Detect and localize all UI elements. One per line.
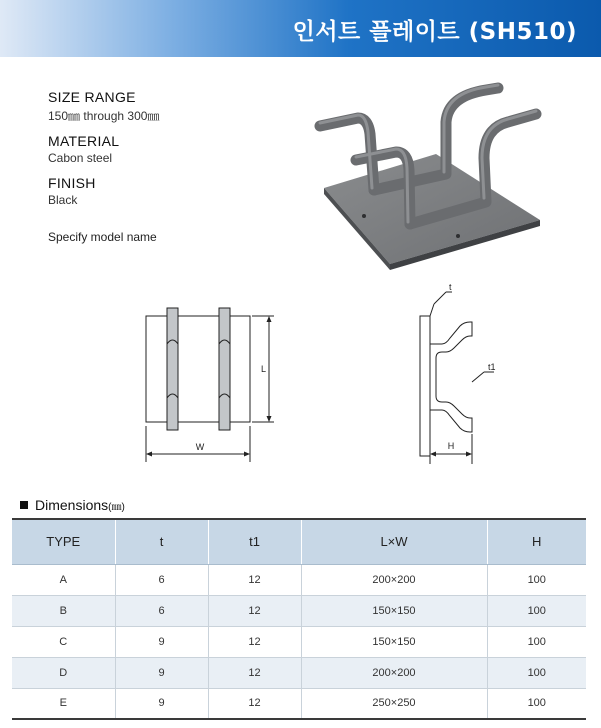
- table-row: [12, 564, 586, 595]
- side-anchor-profile: [430, 322, 472, 432]
- spec-size-range-label: SIZE RANGE: [48, 89, 136, 105]
- dimensions-title: Dimensions: [35, 497, 109, 513]
- spec-size-range-value: 150㎜ through 300㎜: [48, 109, 160, 123]
- table-cell: 12: [208, 595, 301, 626]
- table-header-row: [12, 519, 586, 564]
- table-cell: 100: [487, 595, 586, 626]
- table-cell: 9: [115, 626, 208, 657]
- table-cell: 9: [115, 657, 208, 688]
- title-banner: [0, 0, 601, 57]
- t-dimension-label: t: [449, 282, 452, 292]
- table-cell: 250×250: [301, 688, 487, 719]
- table-cell: C: [12, 626, 115, 657]
- side-plate-outline: [420, 316, 430, 456]
- table-cell: 100: [487, 688, 586, 719]
- side-view-drawing: [402, 282, 512, 472]
- table-row: [12, 595, 586, 626]
- table-row: [12, 657, 586, 688]
- dimensions-heading: [20, 497, 125, 513]
- spec-finish-value: Black: [48, 193, 78, 207]
- column-header: t: [115, 519, 208, 564]
- front-bar-right: [219, 308, 230, 430]
- specify-model-note: Specify model name: [48, 230, 157, 244]
- table-cell: 100: [487, 626, 586, 657]
- table-cell: 12: [208, 688, 301, 719]
- table-cell: D: [12, 657, 115, 688]
- table-cell: 200×200: [301, 657, 487, 688]
- dimensions-table: [12, 518, 586, 720]
- table-cell: 9: [115, 688, 208, 719]
- front-plate-outline: [146, 316, 250, 422]
- table-cell: 200×200: [301, 564, 487, 595]
- spec-size-range: [48, 89, 159, 124]
- table-cell: B: [12, 595, 115, 626]
- table-cell: 100: [487, 564, 586, 595]
- table-cell: E: [12, 688, 115, 719]
- l-dimension-label: L: [260, 364, 266, 374]
- front-bar-left: [167, 308, 178, 430]
- spec-material-value: Cabon steel: [48, 151, 113, 165]
- table-cell: A: [12, 564, 115, 595]
- h-dimension-label: H: [447, 441, 455, 451]
- table-row: [12, 626, 586, 657]
- front-view-drawing: [138, 300, 280, 470]
- column-header: TYPE: [12, 519, 115, 564]
- column-header: t1: [208, 519, 301, 564]
- dimensions-unit: (㎜): [108, 502, 125, 513]
- spec-material: [48, 133, 119, 165]
- table-cell: 150×150: [301, 595, 487, 626]
- column-header: L×W: [301, 519, 487, 564]
- page-title: 인서트 플레이트 (SH510): [292, 19, 577, 45]
- bullet-square-icon: [20, 501, 28, 509]
- w-dimension-label: W: [195, 442, 205, 452]
- table-row: [12, 688, 586, 719]
- product-photo: [308, 78, 548, 270]
- table-cell: 12: [208, 657, 301, 688]
- spec-material-label: MATERIAL: [48, 133, 120, 149]
- table-cell: 12: [208, 626, 301, 657]
- table-cell: 12: [208, 564, 301, 595]
- spec-finish-label: FINISH: [48, 175, 96, 191]
- table-cell: 6: [115, 595, 208, 626]
- column-header: H: [487, 519, 586, 564]
- spec-finish: [48, 175, 96, 207]
- t1-dimension-label: t1: [488, 362, 496, 372]
- table-cell: 150×150: [301, 626, 487, 657]
- table-cell: 100: [487, 657, 586, 688]
- table-cell: 6: [115, 564, 208, 595]
